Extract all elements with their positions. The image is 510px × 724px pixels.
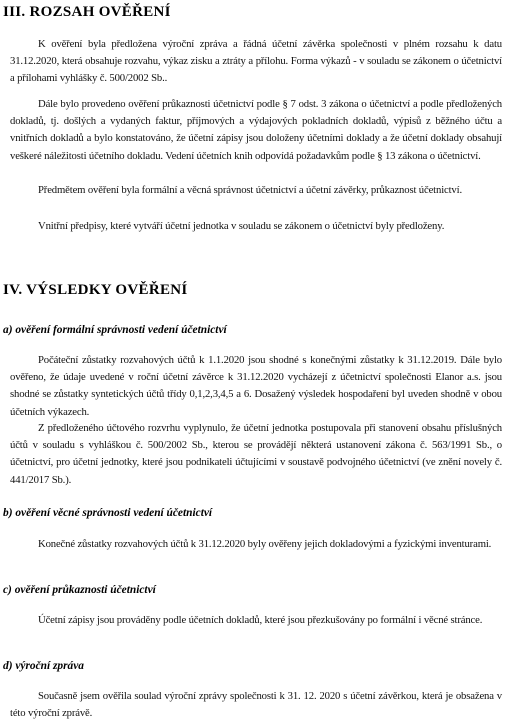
subheading-annual-report: d) výroční zpráva xyxy=(3,660,84,672)
formal-paragraph-2: Z předloženého účtového rozvrhu vyplynulo, že účetní jednotka postupovala při stanovení obsahu příslušných účtů v souladu s vyhláškou č. 500/2002 Sb., kterou se provádějí některá ustanovení zákona č. 563/1991 Sb., o účetnictví, pro účetní jednotky, které jsou podnikateli účtujícími v soustavě podvojného účetnictví (ve znění novely č. 441/2017 Sb.). xyxy=(10,422,502,486)
scope-paragraph-4: Vnitřní předpisy, které vytváří účetní jednotka v souladu se zákonem o účetnictví byly předloženy. xyxy=(38,220,445,232)
subheading-formal-correctness: a) ověření formální správnosti vedení účetnictví xyxy=(3,324,227,336)
subheading-conclusiveness: c) ověření průkaznosti účetnictví xyxy=(3,584,156,596)
factual-paragraph: Konečné zůstatky rozvahových účtů k 31.12.2020 byly ověřeny jejich dokladovými a fyzickými inventurami. xyxy=(38,538,492,550)
scope-paragraph-2: Dále bylo provedeno ověření průkaznosti účetnictví podle § 7 odst. 3 zákona o účetnictví a podle předložených dokladů, tj. došlých a vydaných faktur, příjmových a výdajových pokladních dokladů, výpisů z běžného účtu a vnitřních dokladů a bylo konstatováno, že účetní zápisy jsou doloženy účetními doklady a že účetní doklady obsahují veškeré náležitosti účetního dokladu. Vedení účetních knih odpovídá požadavkům podle § 13 zákona o účetnictví. xyxy=(10,98,502,162)
section-heading-scope: III. ROZSAH OVĚŘENÍ xyxy=(3,4,171,20)
conclusiveness-paragraph: Účetní zápisy jsou prováděny podle účetních dokladů, které jsou přezkušovány po formální i věcné stránce. xyxy=(38,614,483,626)
formal-paragraph-1: Počáteční zůstatky rozvahových účtů k 1.1.2020 jsou shodné s konečnými zůstatky k 31.12.2019. Dále bylo ověřeno, že údaje uvedené v roční účetní závěrce k 31.12.2020 vycházejí z účetnictví společnosti Elanor a.s. jsou shodné se zůstatky syntetických účtů třídy 0,1,2,3,4,5 a 6. Dosažený výsledek hospodaření byl uveden shodně v obou účetních výkazech. xyxy=(10,354,502,418)
section-heading-results: IV. VÝSLEDKY OVĚŘENÍ xyxy=(3,282,188,298)
annual-report-paragraph: Současně jsem ověřila soulad výroční zprávy společnosti k 31. 12. 2020 s účetní závěrkou, která je obsažena v této výroční zprávě. xyxy=(10,690,502,720)
scope-paragraph-1: K ověření byla předložena výroční zpráva a řádná účetní závěrka společnosti v plném rozsahu k datu 31.12.2020, která obsahuje rozvahu, výkaz zisku a ztráty a přílohu. Forma výkazů - v souladu se zákonem o účetnictví a přílohami vyhlášky č. 500/2002 Sb.. xyxy=(10,38,502,85)
subheading-factual-correctness: b) ověření věcné správnosti vedení účetnictví xyxy=(3,507,213,519)
scope-paragraph-3: Předmětem ověření byla formální a věcná správnost účetnictví a účetní závěrky, průkaznost účetnictví. xyxy=(38,184,462,196)
